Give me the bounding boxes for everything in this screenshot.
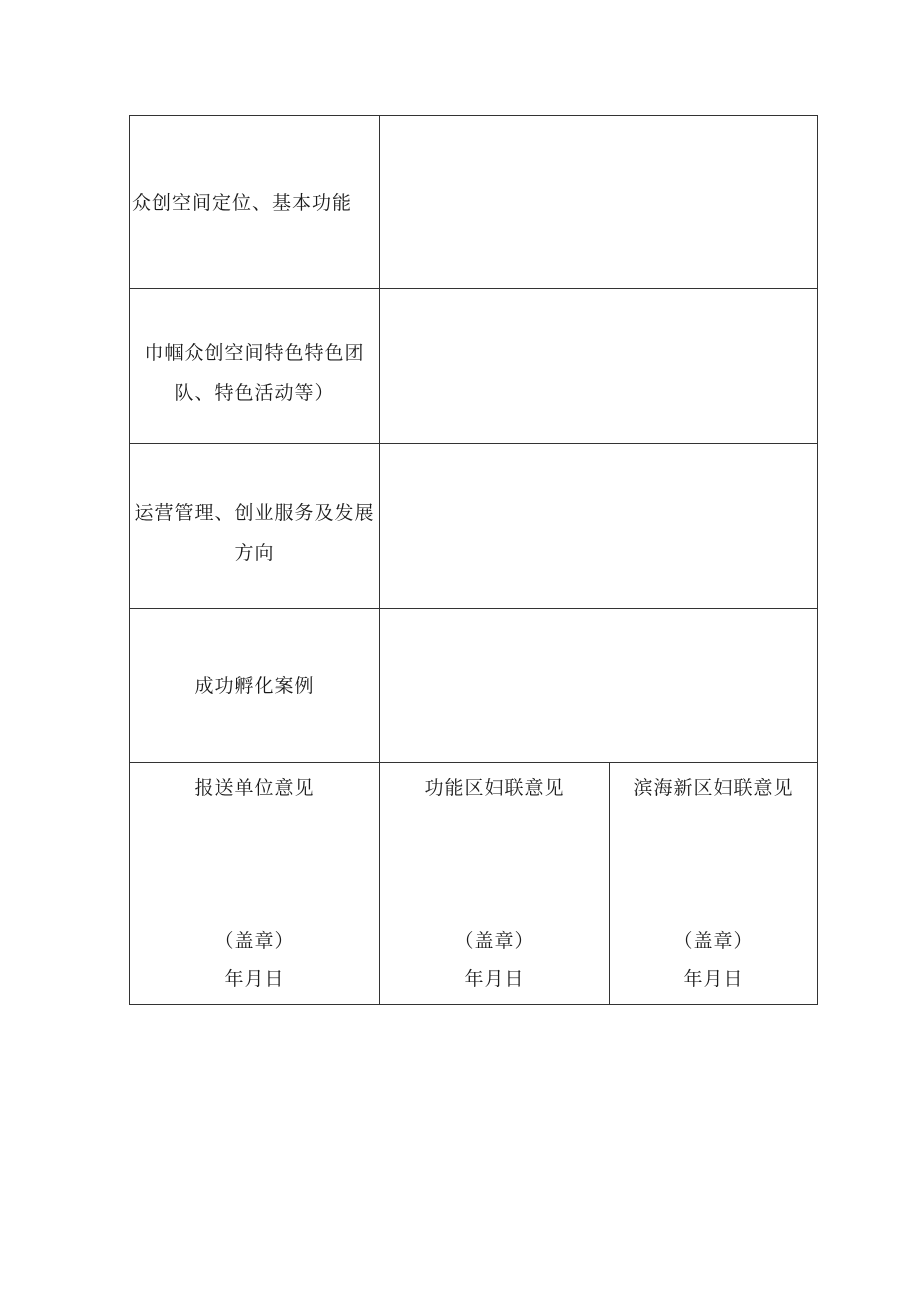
- positioning-label: 众创空间定位、基本功能: [132, 192, 353, 214]
- table-border-bottom: [129, 1004, 818, 1005]
- reporting-unit-title: 报送单位意见: [194, 777, 315, 799]
- functional-area-title: 功能区妇联意见: [424, 777, 565, 799]
- row-divider-2: [129, 443, 818, 444]
- positioning-content-cell[interactable]: [381, 117, 816, 287]
- column-divider-main: [379, 115, 380, 1005]
- operations-label-line-2: 方向: [234, 542, 275, 564]
- features-content-cell[interactable]: [381, 290, 816, 442]
- features-label-line-1: 巾帼众创空间特色特色团: [144, 342, 365, 364]
- reporting-unit-date: 年月日: [224, 968, 285, 990]
- row-divider-1: [129, 288, 818, 289]
- cases-label: 成功孵化案例: [194, 675, 315, 697]
- reporting-unit-seal: （盖章）: [214, 930, 295, 952]
- functional-area-seal: （盖章）: [454, 930, 535, 952]
- table-border-right: [817, 115, 818, 1005]
- row-divider-4: [129, 762, 818, 763]
- binhai-seal: （盖章）: [673, 930, 754, 952]
- binhai-date: 年月日: [683, 968, 744, 990]
- operations-content-cell[interactable]: [381, 445, 816, 607]
- binhai-title: 滨海新区妇联意见: [633, 777, 794, 799]
- row-divider-3: [129, 608, 818, 609]
- cases-content-cell[interactable]: [381, 610, 816, 761]
- table-border-top: [129, 115, 818, 116]
- functional-area-date: 年月日: [464, 968, 525, 990]
- features-label-line-2: 队、特色活动等）: [174, 382, 335, 404]
- operations-label-line-1: 运营管理、创业服务及发展: [134, 502, 375, 524]
